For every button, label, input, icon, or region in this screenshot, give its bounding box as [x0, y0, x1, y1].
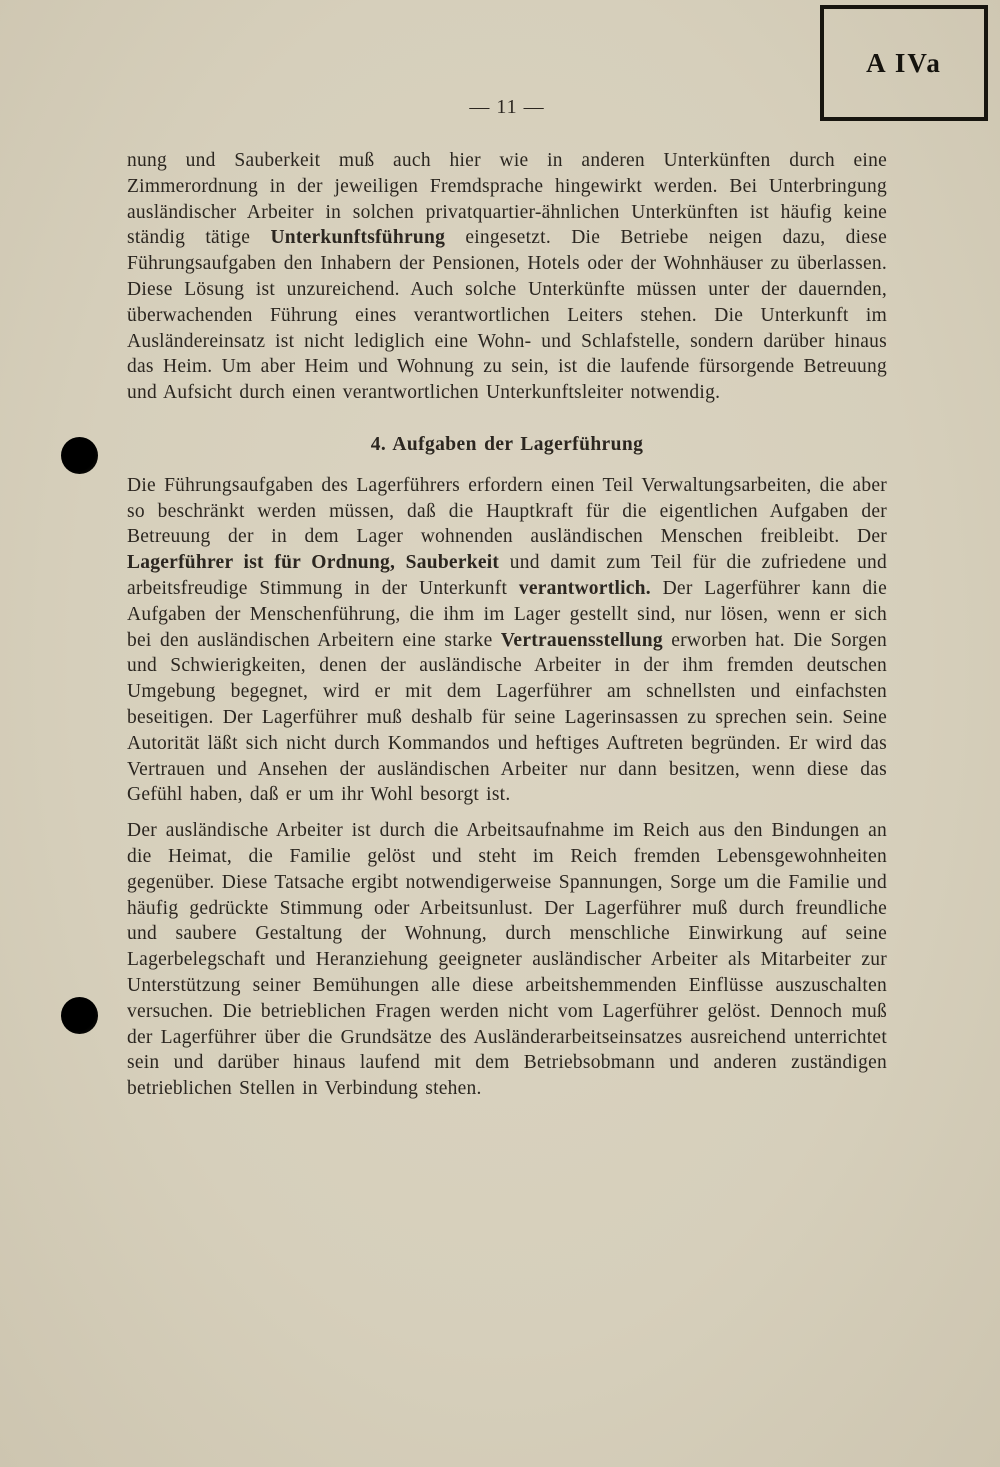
body-text: nung und Sauberkeit muß auch hier wie in anderen Unterkünften durch eine Zimmerordnung in der jeweiligen Fremdsprache hingewirkt werden. Bei Unterbringung ausländischer Arbeiter in solchen privatquartier-ähnlichen Unterkünften ist häufig keine ständig tätige: [127, 150, 887, 249]
corner-label: A IVa: [866, 47, 942, 78]
body-text: und damit zum Teil für die zufriedene und arbeitsfreudige Stimmung in der Unterkunft: [127, 552, 887, 599]
emphasized-text: Vertrauensstellung: [500, 629, 663, 651]
emphasized-text: Lagerführer ist für Ordnung, Sauberkeit: [127, 552, 500, 574]
emphasized-text: Unterkunftsführung: [270, 227, 446, 249]
paragraph: [127, 818, 887, 1102]
punch-hole-bottom: [61, 997, 98, 1034]
body-text: Der ausländische Arbeiter ist durch die Arbeitsaufnahme im Reich aus den Bindungen an die Heimat, die Familie gelöst und steht im Reich fremden Lebensgewohnheiten gegenüber. Diese Tatsache ergibt notwendigerweise Spannungen, Sorge um die Familie und häufig gedrückte Stimmung oder Arbeitsunlust. Der Lagerführer muß durch freundliche und saubere Gestaltung der Wohnung, durch menschliche Einwirkung auf seine Lagerbelegschaft und Heranziehung geeigneter ausländischer Arbeiter als Mitarbeiter zur Unterstützung seiner Bemühungen alle diese arbeitshemmenden Einflüsse auszuschalten versuchen. Die betrieblichen Fragen werden nicht vom Lagerführer gelöst. Dennoch muß der Lagerführer über die Grundsätze des Ausländerarbeitseinsatzes ausreichend unterrichtet sein und darüber hinaus laufend mit dem Betriebsobmann und anderen zuständigen betrieblichen Stellen in Verbindung stehen.: [127, 820, 887, 1100]
section-heading: 4. Aufgaben der Lagerführung: [370, 433, 644, 455]
body-text: eingesetzt. Die Betriebe neigen dazu, diese Führungsaufgaben den Inhabern der Pensionen, Hotels oder der Wohnhäuser zu überlassen. Diese Lösung ist unzureichend. Auch solche Unterkünfte müssen unter der dauernden, überwachenden Führung eines verantwortlichen Leiters stehen. Die Unterkunft im Ausländereinsatz ist nicht lediglich eine Wohn- und Schlafstelle, sondern darüber hinaus das Heim. Um aber Heim und Wohnung zu sein, ist die laufende fürsorgende Betreuung und Aufsicht durch einen verantwortlichen Unterkunftsleiter notwendig.: [127, 227, 887, 404]
document-body: [127, 148, 887, 1112]
body-text: Der Lagerführer kann die Aufgaben der Menschenführung, die ihm im Lager gestellt sind, nur lösen, wenn er sich bei den ausländischen Arbeitern eine starke: [127, 577, 887, 651]
page-number: — 11 —: [469, 96, 545, 118]
body-text: erworben hat. Die Sorgen und Schwierigkeiten, denen der ausländische Arbeiter in der ihm fremden deutschen Umgebung begegnet, wird er mit dem Lagerführer am schnellsten und einfachsten beseitigen. Der Lagerführer muß deshalb für seine Lagerinsassen zu sprechen sein. Seine Autorität läßt sich nicht durch Kommandos und heftiges Auftreten begründen. Er wird das Vertrauen und Ansehen der ausländischen Arbeiter nur dann besitzen, wenn diese das Gefühl haben, daß er um ihr Wohl besorgt ist.: [127, 629, 888, 806]
emphasized-text: verantwortlich.: [518, 577, 651, 599]
body-text: Die Führungsaufgaben des Lagerführers erfordern einen Teil Verwaltungsarbeiten, die aber so beschränkt werden müssen, daß die Hauptkraft für die eigentlichen Aufgaben der Betreuung der in dem Lager wohnenden ausländischen Menschen freibleibt. Der: [127, 474, 887, 548]
paragraph: [127, 148, 887, 406]
punch-hole-top: [61, 437, 98, 474]
paragraph: [127, 473, 887, 808]
